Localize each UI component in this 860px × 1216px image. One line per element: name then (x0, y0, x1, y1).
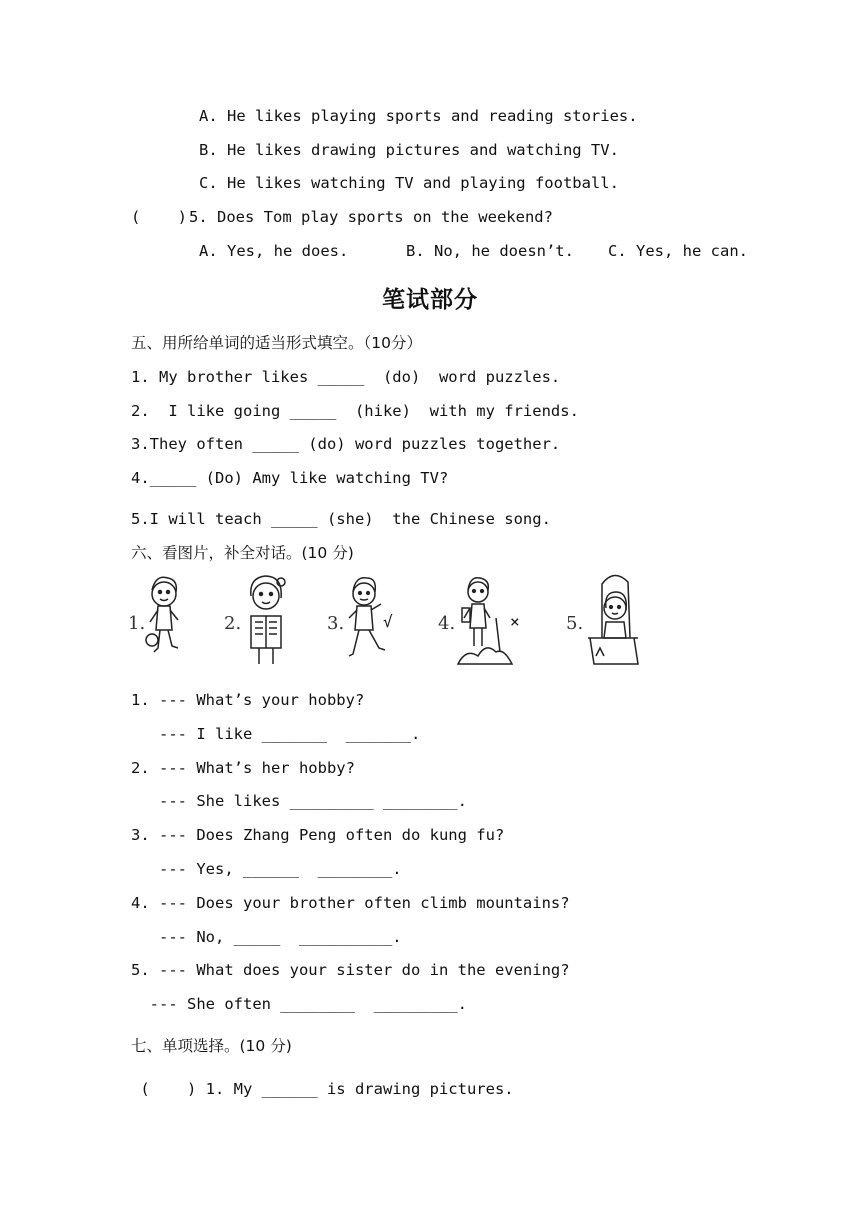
boy-climbing-mountain-icon (456, 568, 516, 680)
picture-4-cross-mark: × (510, 612, 520, 631)
q5-option-c: C. Yes, he can. (608, 242, 748, 260)
dialogue-5-answer: --- She often ________ _________. (131, 995, 467, 1013)
dialogue-3-answer: --- Yes, ______ ________. (131, 860, 402, 878)
q4-option-b: B. He likes drawing pictures and watching TV. (199, 141, 619, 159)
dialogue-1-question: 1. --- What’s your hobby? (131, 691, 365, 709)
picture-4-label: 4. (438, 613, 456, 634)
boy-playing-football-icon (144, 568, 186, 680)
section5-heading: 五、用所给单词的适当形式填空。（10分） (131, 334, 422, 352)
picture-2-label: 2. (224, 613, 242, 634)
q5-option-b: B. No, he doesn’t. (406, 242, 574, 260)
dialogue-4-answer: --- No, _____ __________. (131, 928, 402, 946)
section5-item-2: 2. I like going _____ (hike) with my friends. (131, 402, 579, 420)
girl-reading-book-icon (243, 568, 289, 680)
q4-option-a: A. He likes playing sports and reading stories. (199, 107, 638, 125)
section5-item-1: 1. My brother likes _____ (do) word puzzles. (131, 368, 561, 386)
section7-question-1: ( ) 1. My ______ is drawing pictures. (131, 1080, 514, 1098)
dialogue-2-answer: --- She likes _________ ________. (131, 792, 467, 810)
written-part-title: 笔试部分 (382, 286, 478, 313)
dialogue-3-question: 3. --- Does Zhang Peng often do kung fu? (131, 826, 505, 844)
q5-option-a: A. Yes, he does. (199, 242, 349, 260)
section5-item-3: 3.They often _____ (do) word puzzles together. (131, 435, 561, 453)
picture-3-label: 3. (327, 613, 345, 634)
picture-1-label: 1. (128, 613, 146, 634)
q4-option-c: C. He likes watching TV and playing football. (199, 174, 619, 192)
section7-heading: 七、单项选择。(10 分) (131, 1037, 292, 1055)
picture-3-check-mark: √ (383, 612, 393, 631)
section5-item-5: 5.I will teach _____ (she) the Chinese song. (131, 510, 551, 528)
section6-heading: 六、看图片，补全对话。(10 分) (131, 544, 354, 562)
dialogue-4-question: 4. --- Does your brother often climb mountains? (131, 894, 570, 912)
girl-drawing-picture-icon (584, 568, 642, 680)
dialogue-2-question: 2. --- What’s her hobby? (131, 759, 355, 777)
dialogue-5-question: 5. --- What does your sister do in the evening? (131, 961, 570, 979)
q5-answer-paren: ( ) (131, 208, 187, 226)
section5-item-4: 4._____ (Do) Amy like watching TV? (131, 469, 449, 487)
q5-stem: 5. Does Tom play sports on the weekend? (189, 208, 553, 226)
picture-5-label: 5. (566, 613, 584, 634)
dialogue-1-answer: --- I like _______ _______. (131, 725, 421, 743)
